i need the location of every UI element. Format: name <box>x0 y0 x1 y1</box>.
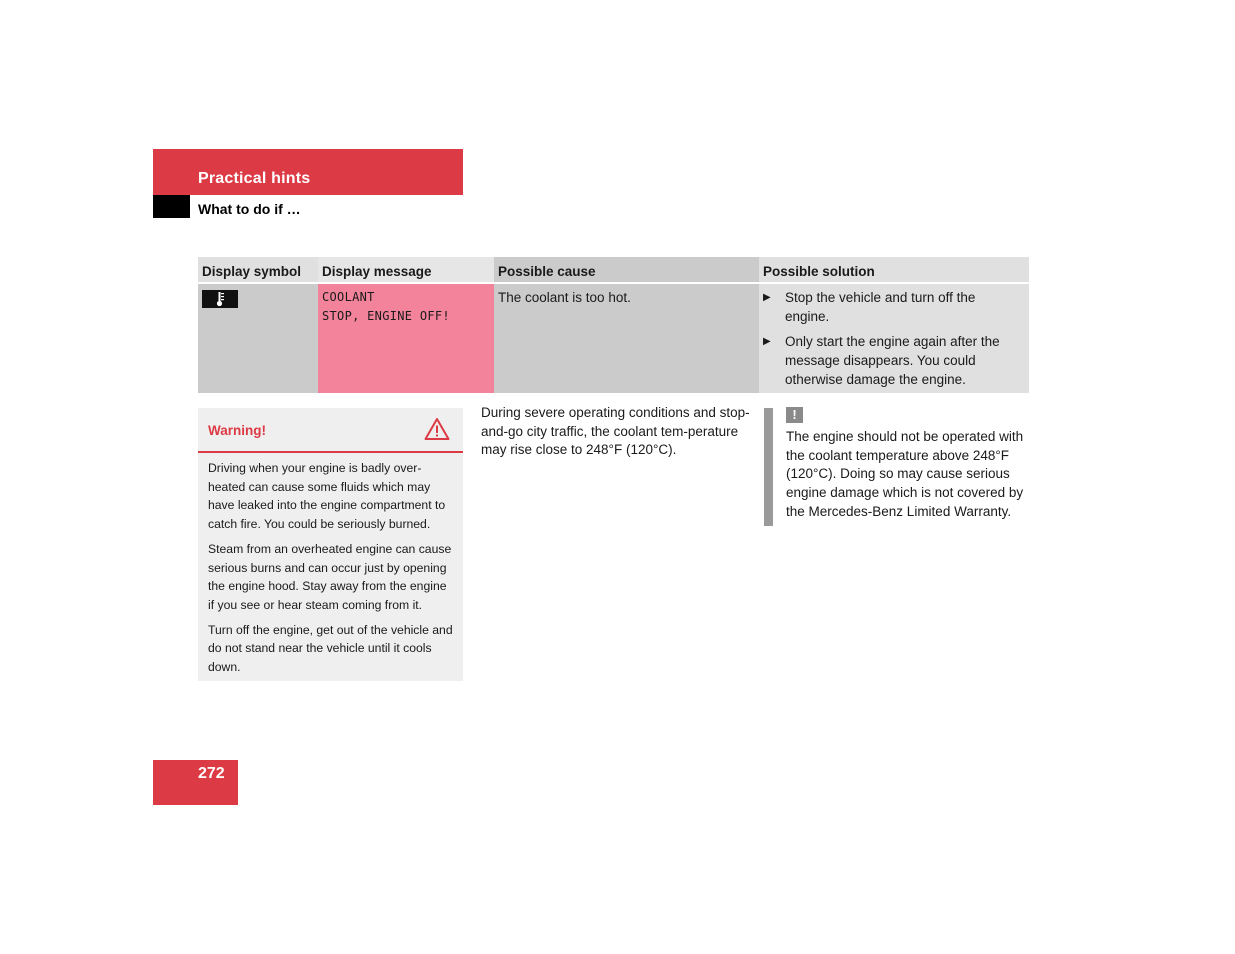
subsection-title: What to do if … <box>198 201 301 217</box>
subsection-marker <box>153 195 190 218</box>
message-line-2: STOP, ENGINE OFF! <box>322 309 450 323</box>
bullet-arrow-icon: ▶ <box>763 336 771 347</box>
table-header-row <box>198 257 1029 283</box>
solution-text: Stop the vehicle and turn off the engine. <box>785 290 976 324</box>
exclamation-note-icon: ! <box>786 407 803 423</box>
message-line-1: COOLANT <box>322 290 375 304</box>
section-title: Practical hints <box>198 170 311 187</box>
warning-paragraph: Steam from an overheated engine can cause serious burns and can occur just by opening the engine hood. Stay away from the engine if you see or hear steam coming from it. <box>208 541 452 612</box>
warning-paragraph: Turn off the engine, get out of the vehicle and do not stand near the vehicle until it cools down. <box>208 622 453 675</box>
warning-body <box>198 453 463 677</box>
page-number-tab <box>153 760 238 805</box>
header-display-symbol: Display symbol <box>198 257 318 283</box>
table-row <box>198 283 1029 393</box>
warning-header <box>198 408 463 453</box>
cell-possible-solution <box>759 283 1029 393</box>
header-display-message: Display message <box>318 257 494 283</box>
bullet-arrow-icon: ▶ <box>763 292 771 303</box>
list-item <box>763 288 1025 326</box>
warning-box <box>198 408 463 681</box>
note-text: The engine should not be operated with the coolant temperature above 248°F (120°C). Doing so may cause serious engine damage which is not covered by the Mercedes-Benz Limited Warranty. <box>786 429 1024 519</box>
solution-text: Only start the engine again after the message disappears. You could otherwise damage the engine. <box>785 334 1000 387</box>
display-message-table <box>198 257 1029 393</box>
cell-display-message <box>318 283 494 393</box>
warning-paragraph: Driving when your engine is badly over-heated can cause some fluids which may have leaked into the engine compartment to catch fire. You could be seriously burned. <box>208 461 446 532</box>
cell-display-symbol <box>198 283 318 393</box>
list-item <box>763 332 1025 389</box>
header-possible-solution: Possible solution <box>759 257 1029 283</box>
warning-label: Warning! <box>208 423 266 438</box>
coolant-info-text: During severe operating conditions and stop-and-go city traffic, the coolant tem-perature may rise close to 248°F (120°C). <box>481 405 750 458</box>
note-side-bar <box>764 408 773 526</box>
header-possible-cause: Possible cause <box>494 257 759 283</box>
cell-possible-cause: The coolant is too hot. <box>494 283 759 393</box>
page-number: 272 <box>198 765 225 782</box>
warning-triangle-icon <box>424 417 450 446</box>
coolant-temperature-icon <box>202 290 238 308</box>
